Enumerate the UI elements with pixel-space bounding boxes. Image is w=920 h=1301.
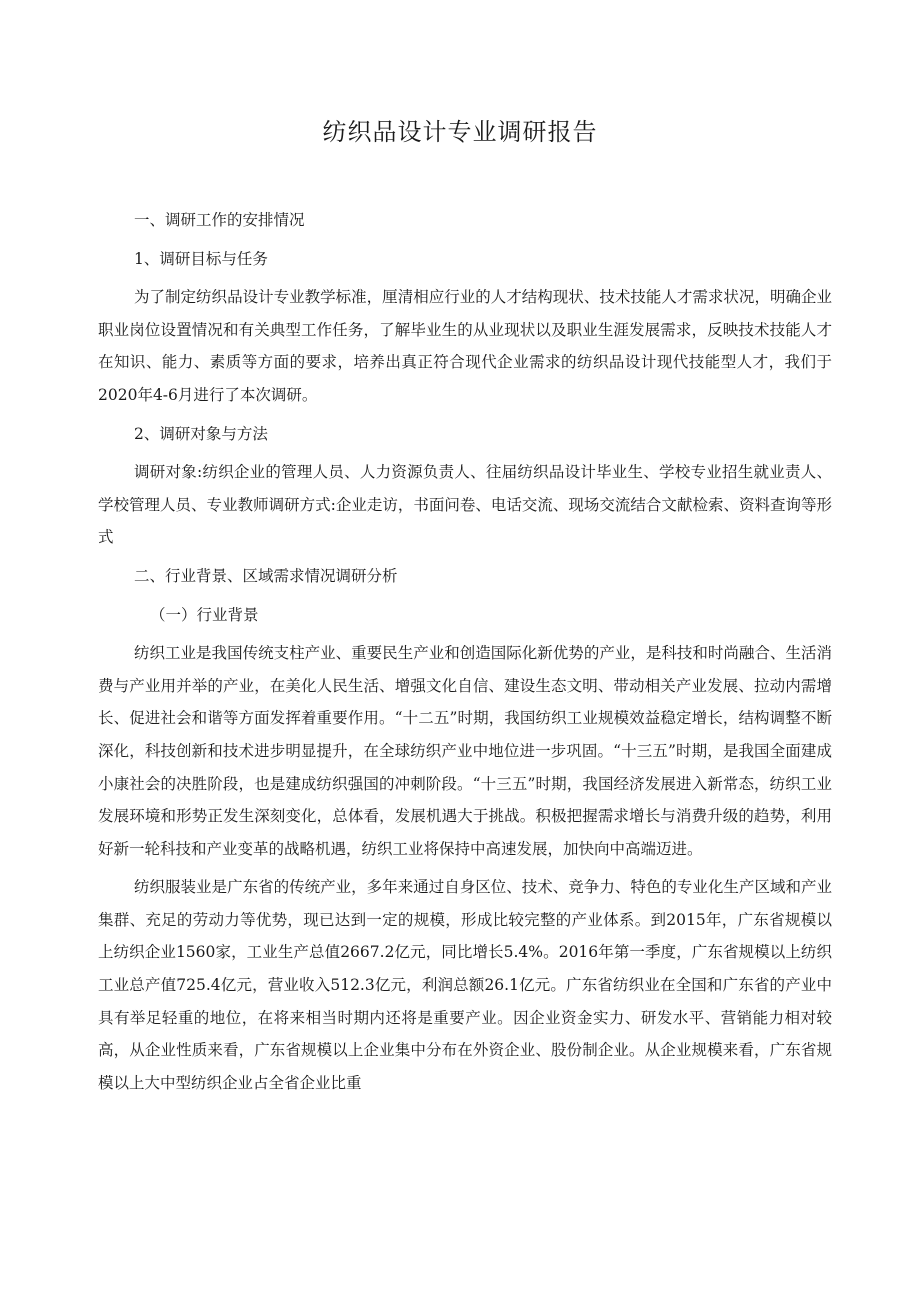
paragraph-guangdong-industry: 纺织服装业是广东省的传统产业，多年来通过自身区位、技术、竞争力、特色的专业化生产区域和产业集群、充足的劳动力等优势，现已达到一定的规模，形成比较完整的产业体系。到2015年，广东省规模以上纺织企业1560家，工业生产总值2667.2亿元，同比增长5.4%。2016年第一季度，广东省规模以上纺织工业总产值725.4亿元，营业收入512.3亿元，利润总额26.1亿元。广东省纺织业在全国和广东省的产业中具有举足轻重的地位，在将来相当时期内还将是重要产业。因企业资金实力、研发水平、营销能力相对较高，从企业性质来看，广东省规模以上企业集中分布在外资企业、股份制企业。从企业规模来看，广东省规模以上大中型纺织企业占全省企业比重 <box>98 878 832 1092</box>
document-title: 纺织品设计专业调研报告 <box>322 118 598 146</box>
paragraph-methods: 调研对象:纺织企业的管理人员、人力资源负责人、往届纺织品设计毕业生、学校专业招生就业责人、学校管理人员、专业教师调研方式:企业走访，书面问卷、电话交流、现场交流结合文献检索、资料查询等形式 <box>98 463 832 547</box>
section-heading-2: 二、行业背景、区域需求情况调研分析 <box>134 566 398 585</box>
subsection-heading-1-1: 1、调研目标与任务 <box>134 249 268 268</box>
paragraph-goals: 为了制定纺织品设计专业教学标准，厘清相应行业的人才结构现状、技术技能人才需求状况，明确企业职业岗位设置情况和有关典型工作任务，了解毕业生的从业现状以及职业生涯发展需求，反映技术技能人才在知识、能力、素质等方面的要求，培养出真正符合现代企业需求的纺织品设计现代技能型人才，我们于2020年4-6月进行了本次调研。 <box>98 288 832 404</box>
section-heading-1: 一、调研工作的安排情况 <box>134 211 305 229</box>
paragraph-industry-background: 纺织工业是我国传统支柱产业、重要民生产业和创造国际化新优势的产业，是科技和时尚融合、生活消费与产业用并举的产业，在美化人民生活、增强文化自信、建设生态文明、带动相关产业发展、拉动内需增长、促进社会和谐等方面发挥着重要作用。“十二五”时期，我国纺织工业规模效益稳定增长，结构调整不断深化，科技创新和技术进步明显提升，在全球纺织产业中地位进一步巩固。“十三五”时期，是我国全面建成小康社会的决胜阶段，也是建成纺织强国的冲刺阶段。“十三五”时期，我国经济发展进入新常态，纺织工业发展环境和形势正发生深刻变化，总体看，发展机遇大于挑战。积极把握需求增长与消费升级的趋势，利用好新一轮科技和产业变革的战略机遇，纺织工业将保持中高速发展，加快向中高端迈进。 <box>98 644 832 858</box>
document-body <box>98 204 832 1099</box>
subsection-heading-1-2: 2、调研对象与方法 <box>134 424 268 443</box>
subsection-heading-2-1: （一）行业背景 <box>150 605 259 624</box>
